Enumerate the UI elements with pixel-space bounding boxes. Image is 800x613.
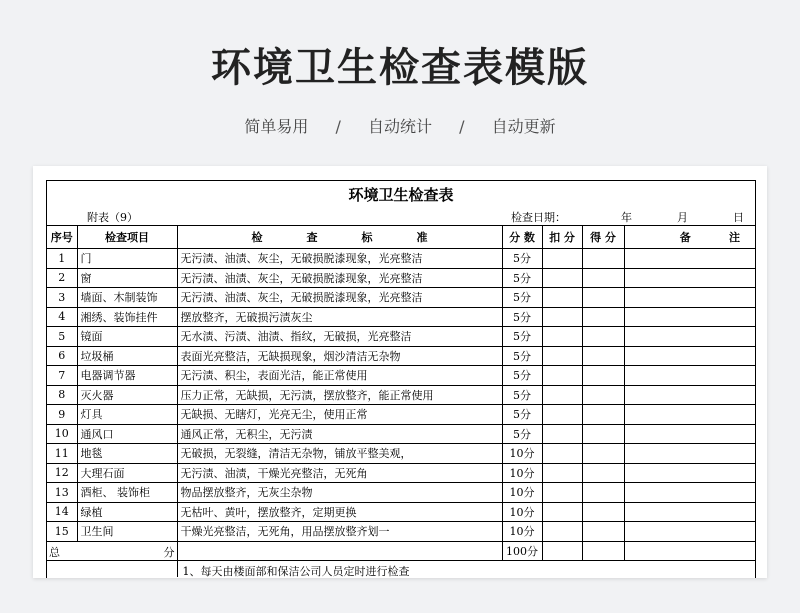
tag-separator: / bbox=[459, 117, 465, 136]
day-label: 日 bbox=[733, 211, 744, 224]
row-deduct-cell[interactable] bbox=[542, 288, 582, 308]
inspection-table bbox=[47, 225, 755, 577]
total-got-cell[interactable] bbox=[582, 541, 624, 561]
row-remark-cell[interactable] bbox=[624, 483, 755, 503]
table-row bbox=[47, 502, 755, 522]
row-remark-cell[interactable] bbox=[624, 463, 755, 483]
inspection-form bbox=[46, 180, 756, 578]
row-deduct-cell[interactable] bbox=[542, 327, 582, 347]
row-score-cell: 5分 bbox=[502, 249, 542, 269]
row-score-cell: 10分 bbox=[502, 444, 542, 464]
table-row bbox=[47, 444, 755, 464]
note-empty-cell bbox=[47, 561, 177, 578]
row-remark-cell[interactable] bbox=[624, 288, 755, 308]
table-row bbox=[47, 405, 755, 425]
tag-auto-update: 自动更新 bbox=[491, 117, 556, 136]
row-seq-cell: 6 bbox=[47, 346, 77, 366]
row-score-cell: 5分 bbox=[502, 405, 542, 425]
row-score-cell: 10分 bbox=[502, 463, 542, 483]
row-item-cell: 电器调节器 bbox=[77, 366, 177, 386]
row-got-cell[interactable] bbox=[582, 366, 624, 386]
row-item-cell: 通风口 bbox=[77, 424, 177, 444]
spreadsheet-preview bbox=[33, 166, 767, 578]
row-seq-cell: 2 bbox=[47, 268, 77, 288]
table-row bbox=[47, 327, 755, 347]
row-score-cell: 5分 bbox=[502, 346, 542, 366]
row-score-cell: 5分 bbox=[502, 268, 542, 288]
row-item-cell: 卫生间 bbox=[77, 522, 177, 542]
row-deduct-cell[interactable] bbox=[542, 307, 582, 327]
row-got-cell[interactable] bbox=[582, 268, 624, 288]
row-item-cell: 绿植 bbox=[77, 502, 177, 522]
row-score-cell: 5分 bbox=[502, 307, 542, 327]
row-got-cell[interactable] bbox=[582, 307, 624, 327]
total-label-cell: 总 分 bbox=[47, 541, 177, 561]
row-standard-cell: 摆放整齐，无破损污渍灰尘 bbox=[177, 307, 502, 327]
row-seq-cell: 13 bbox=[47, 483, 77, 503]
row-item-cell: 灯具 bbox=[77, 405, 177, 425]
row-remark-cell[interactable] bbox=[624, 268, 755, 288]
row-standard-cell: 无破损，无裂缝，清洁无杂物，铺放平整美观， bbox=[177, 444, 502, 464]
feature-tags bbox=[0, 114, 800, 137]
row-seq-cell: 1 bbox=[47, 249, 77, 269]
row-remark-cell[interactable] bbox=[624, 444, 755, 464]
row-seq-cell: 10 bbox=[47, 424, 77, 444]
row-seq-cell: 9 bbox=[47, 405, 77, 425]
row-remark-cell[interactable] bbox=[624, 366, 755, 386]
row-item-cell: 酒柜、 装饰柜 bbox=[77, 483, 177, 503]
row-got-cell[interactable] bbox=[582, 522, 624, 542]
row-deduct-cell[interactable] bbox=[542, 502, 582, 522]
header-item: 检查项目 bbox=[77, 226, 177, 249]
row-got-cell[interactable] bbox=[582, 346, 624, 366]
total-score-cell: 100分 bbox=[502, 541, 542, 561]
row-seq-cell: 8 bbox=[47, 385, 77, 405]
table-row bbox=[47, 346, 755, 366]
row-standard-cell: 无缺损、无瞎灯，光亮无尘，使用正常 bbox=[177, 405, 502, 425]
header-standard: 检 查 标 准 bbox=[177, 226, 502, 249]
row-got-cell[interactable] bbox=[582, 327, 624, 347]
row-seq-cell: 14 bbox=[47, 502, 77, 522]
tag-separator: / bbox=[335, 117, 341, 136]
row-item-cell: 湘绣、装饰挂件 bbox=[77, 307, 177, 327]
row-remark-cell[interactable] bbox=[624, 522, 755, 542]
row-standard-cell: 无污渍、油渍，干燥光亮整洁，无死角 bbox=[177, 463, 502, 483]
table-row bbox=[47, 307, 755, 327]
row-remark-cell[interactable] bbox=[624, 307, 755, 327]
year-label: 年 bbox=[621, 211, 632, 224]
tag-easy: 简单易用 bbox=[244, 117, 309, 136]
total-standard-cell[interactable] bbox=[177, 541, 502, 561]
month-label: 月 bbox=[677, 211, 688, 224]
appendix-label: 附表（9） bbox=[87, 211, 138, 224]
row-seq-cell: 3 bbox=[47, 288, 77, 308]
row-got-cell[interactable] bbox=[582, 288, 624, 308]
row-deduct-cell[interactable] bbox=[542, 483, 582, 503]
row-remark-cell[interactable] bbox=[624, 249, 755, 269]
total-deduct-cell[interactable] bbox=[542, 541, 582, 561]
date-label: 检查日期： bbox=[511, 211, 566, 224]
row-item-cell: 墙面、木制装饰 bbox=[77, 288, 177, 308]
total-remark-cell[interactable] bbox=[624, 541, 755, 561]
row-score-cell: 5分 bbox=[502, 366, 542, 386]
row-remark-cell[interactable] bbox=[624, 346, 755, 366]
row-standard-cell: 无污渍、积尘，表面光洁，能正常使用 bbox=[177, 366, 502, 386]
row-standard-cell: 无污渍、油渍、灰尘，无破损脱漆现象，光亮整洁 bbox=[177, 288, 502, 308]
row-deduct-cell[interactable] bbox=[542, 385, 582, 405]
form-title: 环境卫生检查表 bbox=[348, 186, 454, 204]
header-score: 分 数 bbox=[502, 226, 542, 249]
row-deduct-cell[interactable] bbox=[542, 444, 582, 464]
table-row bbox=[47, 483, 755, 503]
form-meta-row bbox=[47, 209, 755, 225]
row-seq-cell: 12 bbox=[47, 463, 77, 483]
note-cell bbox=[177, 561, 755, 578]
row-item-cell: 灭火器 bbox=[77, 385, 177, 405]
row-got-cell[interactable] bbox=[582, 385, 624, 405]
row-remark-cell[interactable] bbox=[624, 327, 755, 347]
row-deduct-cell[interactable] bbox=[542, 463, 582, 483]
row-deduct-cell[interactable] bbox=[542, 424, 582, 444]
row-score-cell: 5分 bbox=[502, 327, 542, 347]
row-standard-cell: 通风正常，无积尘，无污渍 bbox=[177, 424, 502, 444]
row-remark-cell[interactable] bbox=[624, 502, 755, 522]
row-item-cell: 镜面 bbox=[77, 327, 177, 347]
table-row bbox=[47, 522, 755, 542]
table-row bbox=[47, 424, 755, 444]
row-score-cell: 10分 bbox=[502, 522, 542, 542]
row-deduct-cell[interactable] bbox=[542, 268, 582, 288]
page-title: 环境卫生检查表模版 bbox=[211, 45, 589, 91]
row-got-cell[interactable] bbox=[582, 463, 624, 483]
row-score-cell: 10分 bbox=[502, 483, 542, 503]
row-item-cell: 地毯 bbox=[77, 444, 177, 464]
row-item-cell: 门 bbox=[77, 249, 177, 269]
row-item-cell: 垃圾桶 bbox=[77, 346, 177, 366]
row-item-cell: 窗 bbox=[77, 268, 177, 288]
row-standard-cell: 无枯叶、黄叶，摆放整齐，定期更换 bbox=[177, 502, 502, 522]
row-score-cell: 10分 bbox=[502, 502, 542, 522]
row-deduct-cell[interactable] bbox=[542, 249, 582, 269]
row-standard-cell: 无污渍、油渍、灰尘，无破损脱漆现象，光亮整洁 bbox=[177, 268, 502, 288]
table-row bbox=[47, 366, 755, 386]
header-remark: 备 注 bbox=[624, 226, 755, 249]
table-row bbox=[47, 288, 755, 308]
header-deduct: 扣 分 bbox=[542, 226, 582, 249]
row-got-cell[interactable] bbox=[582, 444, 624, 464]
row-remark-cell[interactable] bbox=[624, 385, 755, 405]
table-row bbox=[47, 385, 755, 405]
row-score-cell: 5分 bbox=[502, 385, 542, 405]
header-got: 得 分 bbox=[582, 226, 624, 249]
row-deduct-cell[interactable] bbox=[542, 522, 582, 542]
table-row bbox=[47, 249, 755, 269]
row-seq-cell: 4 bbox=[47, 307, 77, 327]
row-standard-cell: 压力正常，无缺损，无污渍，摆放整齐，能正常使用 bbox=[177, 385, 502, 405]
table-header-row bbox=[47, 226, 755, 249]
row-standard-cell: 干燥光亮整洁，无死角，用品摆放整齐划一 bbox=[177, 522, 502, 542]
row-deduct-cell[interactable] bbox=[542, 346, 582, 366]
row-remark-cell[interactable] bbox=[624, 424, 755, 444]
row-got-cell[interactable] bbox=[582, 424, 624, 444]
table-row bbox=[47, 268, 755, 288]
total-row bbox=[47, 541, 755, 561]
row-standard-cell: 无污渍、油渍、灰尘，无破损脱漆现象，光亮整洁 bbox=[177, 249, 502, 269]
row-score-cell: 5分 bbox=[502, 424, 542, 444]
row-deduct-cell[interactable] bbox=[542, 366, 582, 386]
row-deduct-cell[interactable] bbox=[542, 405, 582, 425]
header-seq: 序号 bbox=[47, 226, 77, 249]
row-remark-cell[interactable] bbox=[624, 405, 755, 425]
row-seq-cell: 11 bbox=[47, 444, 77, 464]
table-row bbox=[47, 463, 755, 483]
note-row bbox=[47, 561, 755, 578]
row-got-cell[interactable] bbox=[582, 405, 624, 425]
row-standard-cell: 物品摆放整齐，无灰尘杂物 bbox=[177, 483, 502, 503]
row-item-cell: 大理石面 bbox=[77, 463, 177, 483]
tag-auto-stat: 自动统计 bbox=[367, 117, 432, 136]
row-seq-cell: 15 bbox=[47, 522, 77, 542]
note-text: 1、每天由楼面部和保洁公司人员定时进行检查 bbox=[182, 565, 410, 577]
row-standard-cell: 表面光亮整洁，无缺损现象，烟沙清洁无杂物 bbox=[177, 346, 502, 366]
row-got-cell[interactable] bbox=[582, 502, 624, 522]
row-seq-cell: 7 bbox=[47, 366, 77, 386]
row-got-cell[interactable] bbox=[582, 483, 624, 503]
row-standard-cell: 无水渍、污渍、油渍、指纹，无破损，光亮整洁 bbox=[177, 327, 502, 347]
row-score-cell: 5分 bbox=[502, 288, 542, 308]
row-seq-cell: 5 bbox=[47, 327, 77, 347]
row-got-cell[interactable] bbox=[582, 249, 624, 269]
